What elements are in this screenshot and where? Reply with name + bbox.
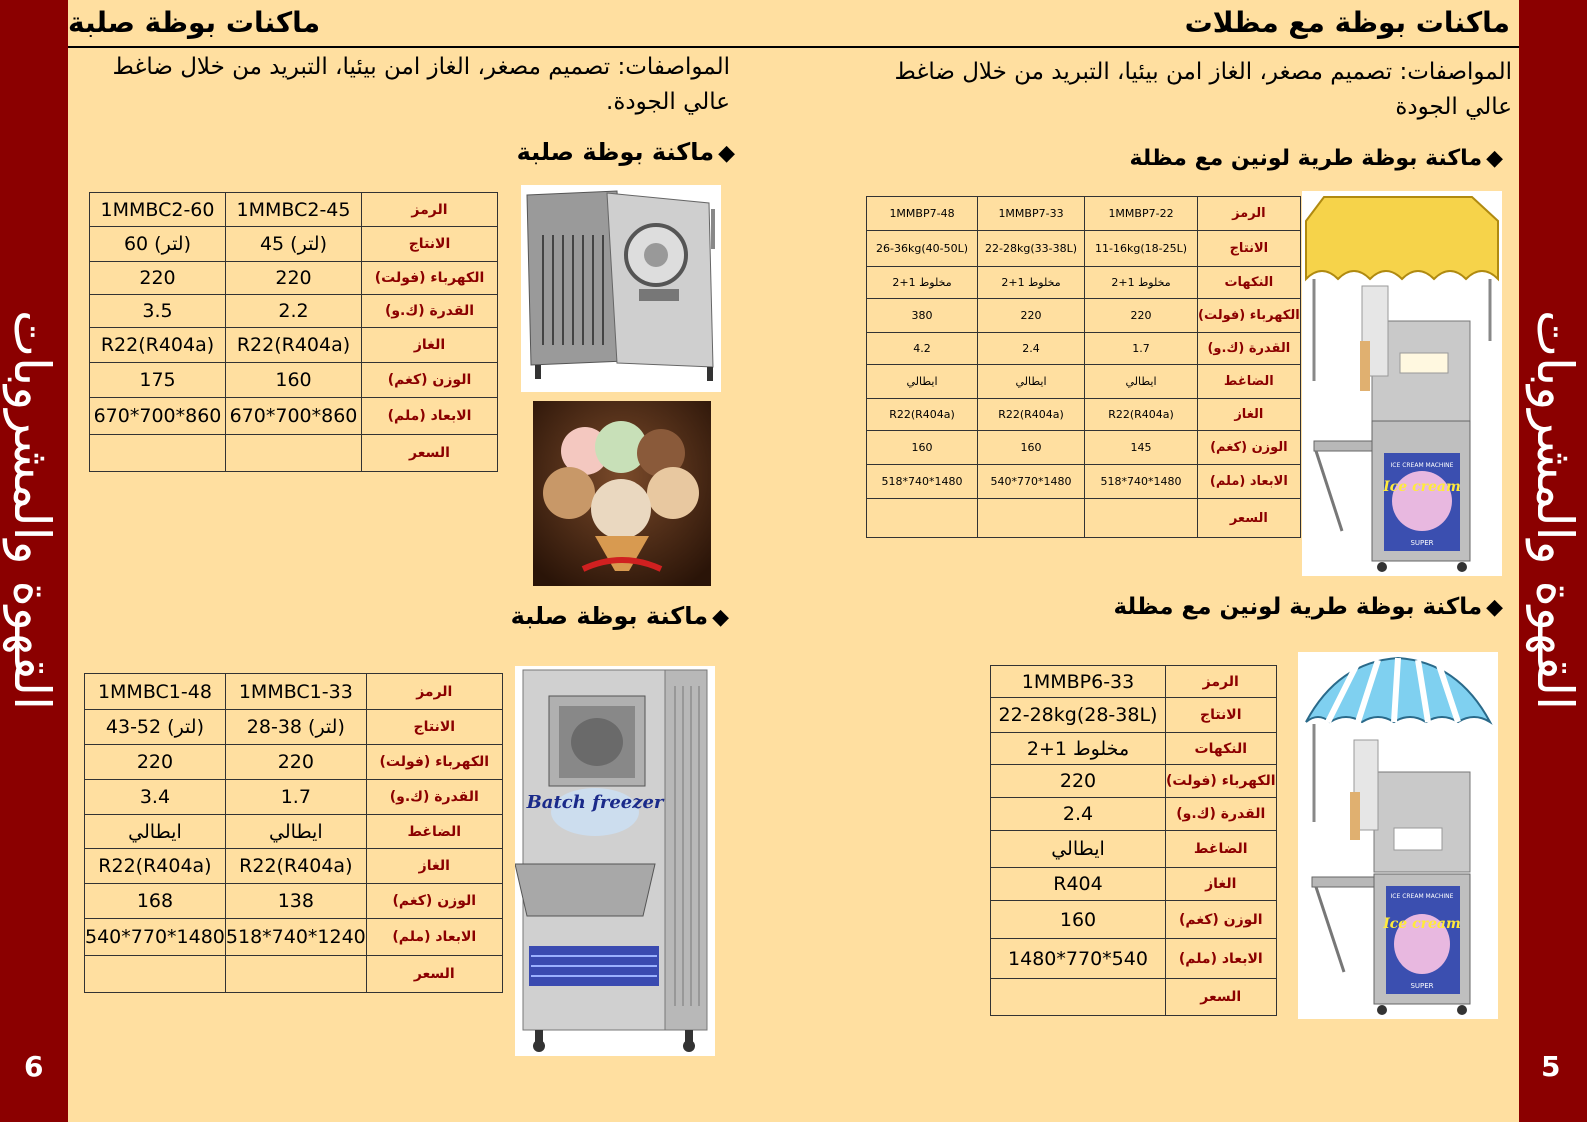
table-cell: 168 <box>85 884 226 919</box>
table-cell: R22(R404a) <box>90 328 226 363</box>
ice-cream-cones-photo <box>533 401 711 586</box>
row-label: الانتاج <box>1198 231 1301 267</box>
table-cell: 220 <box>226 262 362 295</box>
machine-brand-text: ICE CREAM MACHINE <box>1390 893 1454 900</box>
table-cell: 45 (لتر) <box>226 227 362 262</box>
table-cell: 43-52 (لتر) <box>85 710 226 745</box>
ice-cream-script-text: Ice cream <box>1383 479 1461 495</box>
table-row <box>991 979 1277 1016</box>
table-cell: 1MMBP7-33 <box>978 197 1085 231</box>
table-row <box>991 901 1277 939</box>
table-cell: ايطالي <box>85 815 226 849</box>
table-row <box>991 698 1277 733</box>
table-row <box>85 884 503 919</box>
row-label: السعر <box>366 956 502 993</box>
table-row <box>867 197 1301 231</box>
table-cell: 540*770*1480 <box>978 465 1085 499</box>
row-label: الوزن (كغم) <box>1198 431 1301 465</box>
row-label: الكهرباء (فولت) <box>1166 765 1277 798</box>
table-cell: R22(R404a) <box>85 849 226 884</box>
left-sidebar-title: القهوة والمشروبات <box>3 309 61 711</box>
table-cell: 1MMBP6-33 <box>991 666 1166 698</box>
table-cell <box>225 956 366 993</box>
row-label: الابعاد (ملم) <box>1198 465 1301 499</box>
table-cell: R22(R404a) <box>867 399 978 431</box>
row-label: الوزن (كغم) <box>1166 901 1277 939</box>
table-cell: 1MMBC1-48 <box>85 674 226 710</box>
row-label: السعر <box>362 435 498 472</box>
table-row <box>90 262 498 295</box>
table-cell: 540*770*1480 <box>85 919 226 956</box>
table-cell <box>90 435 226 472</box>
table-row <box>85 674 503 710</box>
table-cell: R22(R404a) <box>1085 399 1198 431</box>
table-row <box>85 745 503 780</box>
ice-cream-script-text: Ice cream <box>1383 916 1461 932</box>
table-row <box>90 295 498 328</box>
right-sidebar-title: القهوة والمشروبات <box>1526 309 1584 711</box>
row-label: الابعاد (ملم) <box>1166 939 1277 979</box>
right-page-header: ماكنات بوظة مع مظلات <box>1184 6 1510 39</box>
right-section1-machine-photo <box>1302 191 1502 576</box>
table-cell <box>978 499 1085 538</box>
left-section2-title: ◆ماكنة بوظة صلبة <box>510 602 729 630</box>
table-cell: 220 <box>85 745 226 780</box>
table-cell: 220 <box>90 262 226 295</box>
row-label: الغاز <box>362 328 498 363</box>
table-cell: 22-28kg(33-38L) <box>978 231 1085 267</box>
table-row <box>867 365 1301 399</box>
table-row <box>867 267 1301 299</box>
row-label: الوزن (كغم) <box>362 363 498 398</box>
right-section1-spec-table <box>866 196 1301 538</box>
table-row <box>85 780 503 815</box>
table-cell: 3.4 <box>85 780 226 815</box>
row-label: الكهرباء (فولت) <box>1198 299 1301 333</box>
left-section1-title: ◆ماكنة بوظة صلبة <box>516 138 735 166</box>
table-cell: 60 (لتر) <box>90 227 226 262</box>
table-row <box>991 733 1277 765</box>
table-cell: 518*740*1480 <box>867 465 978 499</box>
right-section1-title: ◆ماكنة بوظة طرية لونين مع مظلة <box>1129 146 1503 171</box>
right-sidebar <box>1519 0 1587 1122</box>
diamond-bullet-icon: ◆ <box>718 141 735 166</box>
super-badge-text: SUPER <box>1410 982 1434 990</box>
table-row <box>991 666 1277 698</box>
table-cell: 518*740*1480 <box>1085 465 1198 499</box>
table-cell: 220 <box>991 765 1166 798</box>
table-row <box>991 868 1277 901</box>
table-row <box>85 919 503 956</box>
table-cell: 11-16kg(18-25L) <box>1085 231 1198 267</box>
row-label: الابعاد (ملم) <box>366 919 502 956</box>
batch-freezer-logo-text: Batch freezer <box>526 792 664 813</box>
table-row <box>90 193 498 227</box>
row-label: الرمز <box>1198 197 1301 231</box>
table-cell: 22-28kg(28-38L) <box>991 698 1166 733</box>
table-cell: 3.5 <box>90 295 226 328</box>
row-label: الضاغط <box>366 815 502 849</box>
table-row <box>85 849 503 884</box>
table-cell <box>991 979 1166 1016</box>
table-row <box>867 499 1301 538</box>
table-cell: 1.7 <box>225 780 366 815</box>
table-cell: 2+1 مخلوط <box>978 267 1085 299</box>
diamond-bullet-icon: ◆ <box>712 605 729 630</box>
table-row <box>867 299 1301 333</box>
table-row <box>85 815 503 849</box>
table-cell: 2.4 <box>991 798 1166 831</box>
table-cell: R22(R404a) <box>225 849 366 884</box>
right-page-number: 5 <box>1541 1050 1561 1083</box>
table-row <box>90 435 498 472</box>
left-section2-machine-photo <box>515 666 715 1056</box>
left-sidebar <box>0 0 68 1122</box>
diamond-bullet-icon: ◆ <box>1486 146 1503 171</box>
left-page-header: ماكنات بوظة صلبة <box>68 6 321 39</box>
table-row <box>867 465 1301 499</box>
row-label: الوزن (كغم) <box>366 884 502 919</box>
machine-brand-text: ICE CREAM MACHINE <box>1390 462 1454 469</box>
table-row <box>991 831 1277 868</box>
table-cell: 160 <box>978 431 1085 465</box>
left-page-specs: المواصفات: تصميم مصغر، الغاز امن بيئيا، التبريد من خلال ضاغط عالي الجودة. <box>112 54 730 115</box>
table-row <box>90 398 498 435</box>
table-cell <box>226 435 362 472</box>
table-row <box>85 956 503 993</box>
row-label: الغاز <box>1166 868 1277 901</box>
table-cell: 28-38 (لتر) <box>225 710 366 745</box>
table-row <box>85 710 503 745</box>
table-cell: ايطالي <box>225 815 366 849</box>
table-cell: 2.4 <box>978 333 1085 365</box>
table-cell: 670*700*860 <box>90 398 226 435</box>
table-cell: ايطالي <box>1085 365 1198 399</box>
table-cell: 220 <box>225 745 366 780</box>
row-label: السعر <box>1166 979 1277 1016</box>
table-row <box>991 939 1277 979</box>
diamond-bullet-icon: ◆ <box>1486 595 1503 620</box>
table-cell <box>1085 499 1198 538</box>
row-label: النكهات <box>1198 267 1301 299</box>
table-cell: R404 <box>991 868 1166 901</box>
table-cell: 380 <box>867 299 978 333</box>
table-cell: 1MMBP7-48 <box>867 197 978 231</box>
row-label: النكهات <box>1166 733 1277 765</box>
table-cell: 1480*770*540 <box>991 939 1166 979</box>
table-cell: ايطالي <box>867 365 978 399</box>
table-row <box>90 363 498 398</box>
row-label: الانتاج <box>1166 698 1277 733</box>
table-row <box>867 231 1301 267</box>
table-row <box>867 333 1301 365</box>
table-cell: 175 <box>90 363 226 398</box>
row-label: الانتاج <box>362 227 498 262</box>
table-cell: 518*740*1240 <box>225 919 366 956</box>
table-cell: 2+1 مخلوط <box>991 733 1166 765</box>
table-cell: 1MMBC2-60 <box>90 193 226 227</box>
table-cell: 220 <box>1085 299 1198 333</box>
right-section2-machine-photo <box>1298 652 1498 1019</box>
left-page-number: 6 <box>24 1050 44 1083</box>
row-label: القدرة (ك.و) <box>1166 798 1277 831</box>
left-section1-spec-table <box>89 192 498 472</box>
right-section2-title: ◆ماكنة بوظة طرية لونين مع مظلة <box>1113 594 1503 620</box>
row-label: السعر <box>1198 499 1301 538</box>
row-label: الانتاج <box>366 710 502 745</box>
row-label: القدرة (ك.و) <box>1198 333 1301 365</box>
table-row <box>867 399 1301 431</box>
row-label: القدرة (ك.و) <box>366 780 502 815</box>
row-label: الضاغط <box>1166 831 1277 868</box>
row-label: الكهرباء (فولت) <box>362 262 498 295</box>
row-label: الرمز <box>1166 666 1277 698</box>
row-label: القدرة (ك.و) <box>362 295 498 328</box>
right-page-specs: المواصفات: تصميم مصغر، الغاز امن بيئيا، التبريد من خلال ضاغط عالي الجودة <box>894 59 1512 120</box>
table-row <box>867 431 1301 465</box>
table-cell: 220 <box>978 299 1085 333</box>
table-cell <box>85 956 226 993</box>
table-cell: 1.7 <box>1085 333 1198 365</box>
table-cell: 26-36kg(40-50L) <box>867 231 978 267</box>
header-rule <box>68 46 1519 48</box>
table-cell: 2+1 مخلوط <box>1085 267 1198 299</box>
super-badge-text: SUPER <box>1410 539 1434 547</box>
table-cell: 1MMBP7-22 <box>1085 197 1198 231</box>
table-cell: ايطالي <box>978 365 1085 399</box>
right-section2-spec-table <box>990 665 1277 1016</box>
table-cell: 160 <box>867 431 978 465</box>
row-label: الرمز <box>362 193 498 227</box>
row-label: الضاغط <box>1198 365 1301 399</box>
table-cell: 160 <box>226 363 362 398</box>
table-cell: 138 <box>225 884 366 919</box>
table-cell: 4.2 <box>867 333 978 365</box>
table-cell: 670*700*860 <box>226 398 362 435</box>
table-cell: R22(R404a) <box>226 328 362 363</box>
table-cell: 2+1 مخلوط <box>867 267 978 299</box>
row-label: الكهرباء (فولت) <box>366 745 502 780</box>
table-cell: 1MMBC1-33 <box>225 674 366 710</box>
table-cell: 2.2 <box>226 295 362 328</box>
table-cell: R22(R404a) <box>978 399 1085 431</box>
table-row <box>90 227 498 262</box>
table-cell: 145 <box>1085 431 1198 465</box>
table-cell: 160 <box>991 901 1166 939</box>
table-cell: 1MMBC2-45 <box>226 193 362 227</box>
row-label: الابعاد (ملم) <box>362 398 498 435</box>
table-cell <box>867 499 978 538</box>
table-row <box>90 328 498 363</box>
left-section1-machine-photo <box>521 185 721 392</box>
table-row <box>991 765 1277 798</box>
row-label: الغاز <box>366 849 502 884</box>
table-cell: ايطالي <box>991 831 1166 868</box>
left-section2-spec-table <box>84 673 503 993</box>
table-row <box>991 798 1277 831</box>
row-label: الغاز <box>1198 399 1301 431</box>
row-label: الرمز <box>366 674 502 710</box>
